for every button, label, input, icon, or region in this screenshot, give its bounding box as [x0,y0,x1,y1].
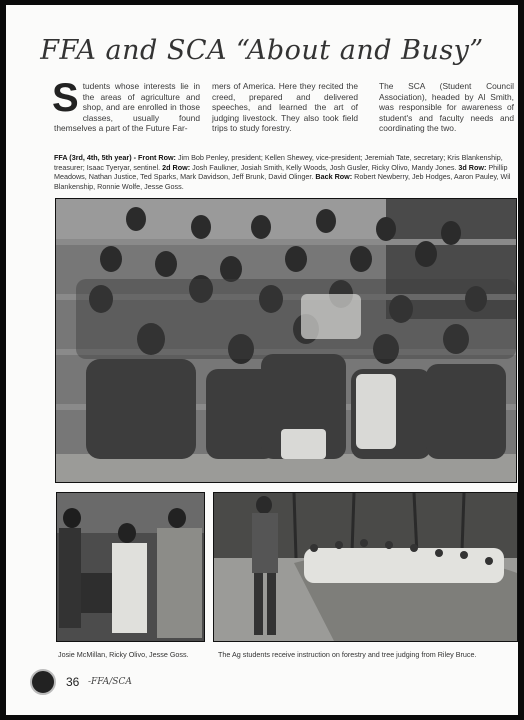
body-text-2: mers of America. Here they recited the creed, prepared and delivered speeches, and learned the art of judging livestock. They also took field trips to study forestry. [212,81,358,134]
front-row-label: Front Row: [138,153,176,162]
row2-label: 2d Row: [162,162,191,172]
row2-names: Josh Faulkner, Josiah Smith, Kelly Woods, Josh Gusler, Ricky Olivo, Mandy Jones. [192,162,457,172]
group-photo [55,198,517,483]
row3-label: 3d Row: [458,162,487,172]
group-photo-caption [54,153,514,191]
back-row-names: Robert Newberry, Jeb Hodges, Aaron Pauley, Wil Blankenship, Ronnie Wolfe, Jesse Goss. [54,172,511,191]
shop-photo [56,492,205,642]
yearbook-page [6,5,518,715]
section-tag: -FFA/SCA [88,677,132,687]
left-photo-caption: Josie McMillan, Ricky Olivo, Jesse Goss. [58,650,189,659]
back-row-label: Back Row: [315,172,353,182]
body-text-1: tudents whose interests lie in the areas of agriculture and shop, and are enrolled in those classes, usually found themselves a part of the Future Far- [54,81,200,134]
forestry-photo [213,492,518,642]
group-label: FFA (3rd, 4th, 5th year) - [54,153,137,162]
page-title: FFA and SCA “About and Busy” [40,35,484,66]
right-photo-caption: The Ag students receive instruction on forestry and tree judging from Riley Bruce. [218,650,477,659]
page-number: 36 [66,675,80,689]
drop-cap: S [52,76,79,120]
body-text-3: The SCA (Student Council Association), headed by Al Smith, was responsible for awareness of student's and faculty needs and coordinating the two. [379,81,514,134]
body-column-2 [212,81,358,134]
front-row-names: Jim Bob Penley, president; Kellen Shewey, vice-president; Jeremiah Tate, secretary; Kris Blankenship, treasurer; Isaac Tyeryar, sentinel. [54,153,503,172]
body-column-1 [52,76,200,134]
body-column-3 [379,81,514,134]
row3-names: Phillip Meadows, Nathan Justice, Ted Sparks, Mark Davidson, Jeff Brunk, David Olinger. [54,162,508,182]
globe-icon [30,669,56,695]
